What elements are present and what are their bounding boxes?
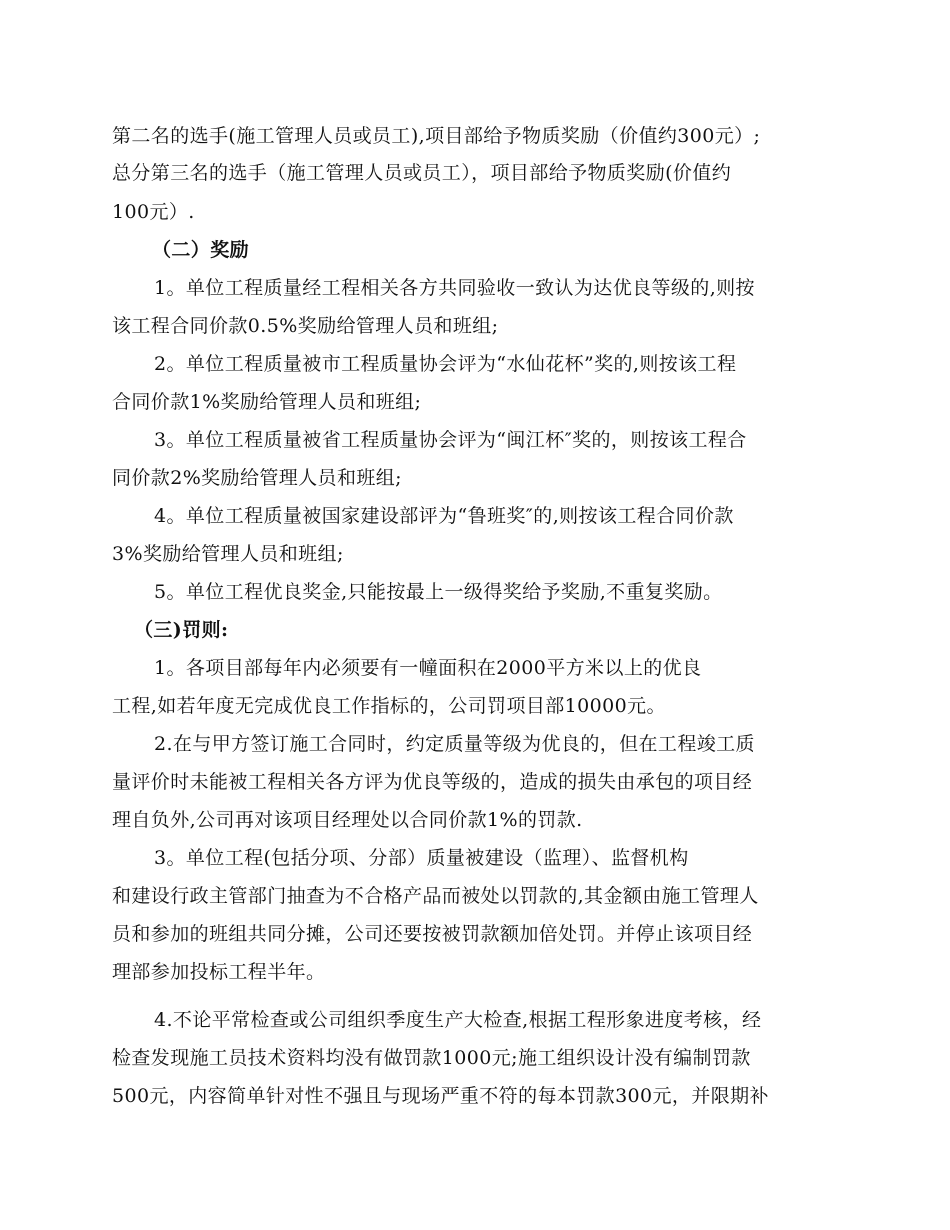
body-line: 该工程合同价款0.5%奖励给管理人员和班组; (112, 315, 499, 337)
body-line: 理自负外,公司再对该项目经理处以合同价款1%的罚款. (112, 809, 583, 831)
body-line: 4。单位工程质量被国家建设部评为“鲁班奖″的,则按该工程合同价款 (154, 505, 734, 527)
body-line: 同价款2%奖励给管理人员和班组; (112, 467, 402, 489)
body-line: 100元）. (112, 201, 195, 223)
body-line: 3。单位工程(包括分项、分部）质量被建设（监理）、监督机构 (154, 847, 689, 869)
body-line: 工程,如若年度无完成优良工作指标的，公司罚项目部10000元。 (112, 695, 666, 717)
body-line: 3。单位工程质量被省工程质量协会评为“闽江杯″奖的，则按该工程合 (154, 429, 747, 451)
body-line: 理部参加投标工程半年。 (112, 961, 326, 983)
body-line: 第二名的选手(施工管理人员或员工),项目部给予物质奖励（价值约300元）; (112, 125, 761, 147)
section-heading-penalties: （三)罚则: (134, 619, 229, 641)
body-line: 3%奖励给管理人员和班组; (112, 543, 344, 565)
body-line: 量评价时未能被工程相关各方评为优良等级的，造成的损失由承包的项目经 (112, 771, 753, 793)
section-heading-rewards: （二）奖励 (152, 239, 250, 261)
body-line: 检查发现施工员技术资料均没有做罚款1000元;施工组织设计没有编制罚款 (112, 1047, 751, 1069)
body-line: 总分第三名的选手（施工管理人员或员工），项目部给予物质奖励(价值约 (112, 162, 732, 184)
body-line: 4.不论平常检查或公司组织季度生产大检查,根据工程形象进度考核，经 (154, 1009, 762, 1031)
body-line: 2.在与甲方签订施工合同时，约定质量等级为优良的，但在工程竣工质 (154, 733, 755, 755)
body-line: 2。单位工程质量被市工程质量协会评为“水仙花杯”奖的,则按该工程 (154, 353, 737, 375)
body-line: 500元，内容简单针对性不强且与现场严重不符的每本罚款300元，并限期补 (112, 1085, 769, 1107)
body-line: 合同价款1%奖励给管理人员和班组; (112, 391, 422, 413)
body-line: 1。各项目部每年内必须要有一幢面积在2000平方米以上的优良 (154, 657, 702, 679)
body-line: 5。单位工程优良奖金,只能按最上一级得奖给予奖励,不重复奖励。 (154, 581, 723, 603)
body-line: 员和参加的班组共同分摊，公司还要按被罚款额加倍处罚。并停止该项目经 (112, 923, 753, 945)
body-line: 1。单位工程质量经工程相关各方共同验收一致认为达优良等级的,则按 (154, 277, 755, 299)
body-line: 和建设行政主管部门抽查为不合格产品而被处以罚款的,其金额由施工管理人 (112, 885, 759, 907)
